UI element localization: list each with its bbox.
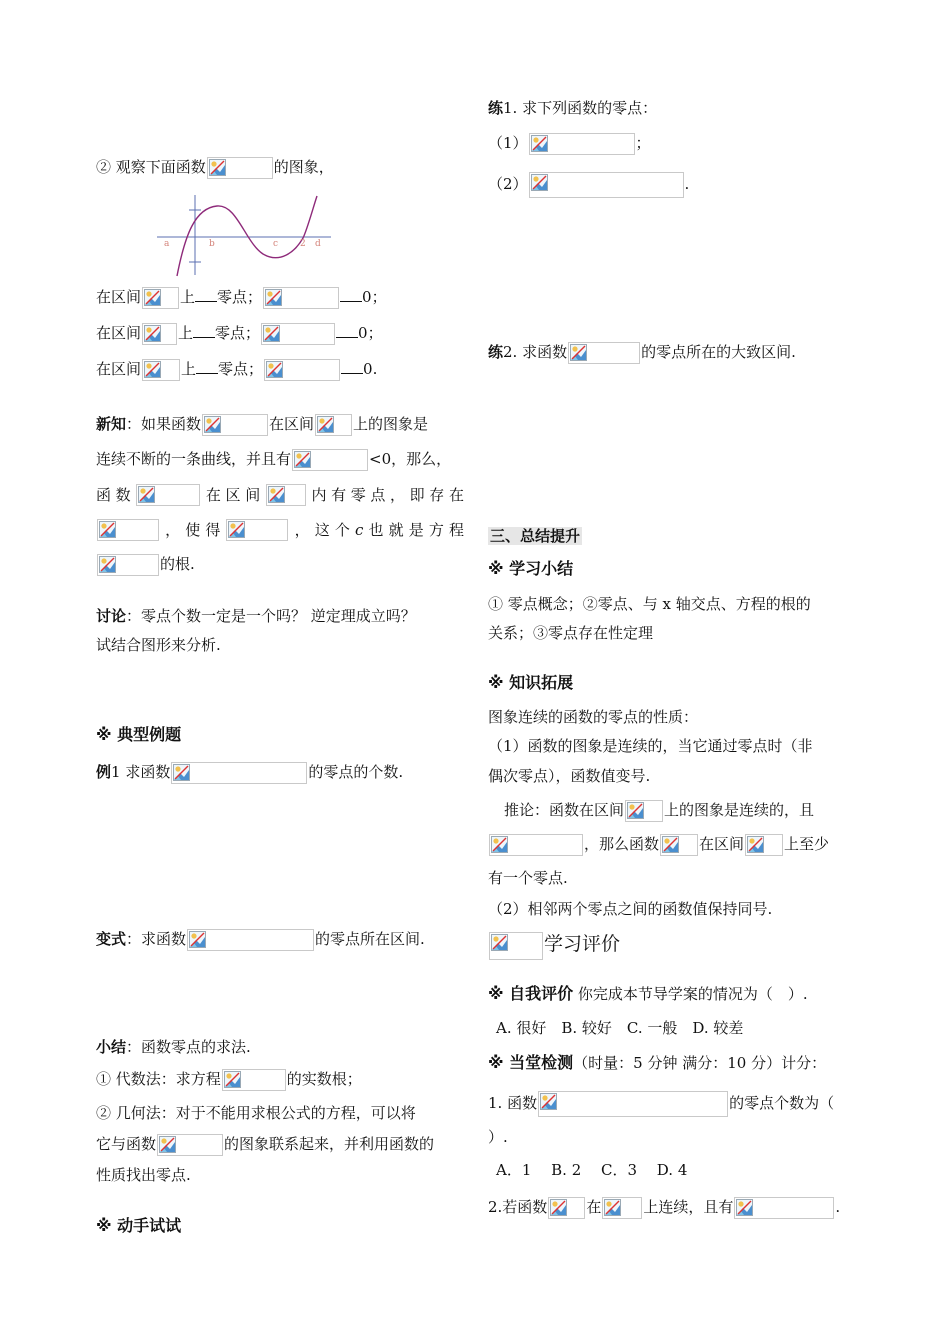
self-evaluation: ※ 自我评价 你完成本节导学案的情况为（ ）. [488, 984, 808, 1003]
broken-image-icon [142, 359, 180, 381]
broken-image-icon [263, 287, 339, 309]
examples-heading: ※ 典型例题 [96, 725, 182, 744]
broken-image-icon [529, 133, 635, 155]
study-summary-line-2: 关系；③零点存在性定理 [488, 624, 654, 642]
broken-image-icon [264, 359, 340, 381]
extension-line-2: （1）函数的图象是连续的，当它通过零点时（非 [488, 737, 813, 755]
extension-line-3: 偶次零点），函数值变号. [488, 767, 651, 785]
quiz-question-2: 2.若函数 在 上连续，且有 . [488, 1197, 840, 1219]
extension-line-7: （2）相邻两个零点之间的函数值保持同号. [488, 900, 773, 918]
study-summary-heading: ※ 学习小结 [488, 559, 574, 578]
broken-image-icon [222, 1069, 286, 1091]
extension-line-5: ，那么函数 在区间 上至少 [488, 834, 829, 856]
broken-image-icon [171, 762, 307, 784]
interval-row: 在区间 上 零点； 0； [96, 287, 387, 309]
xinzhi-line-3: 函 数 在 区 间 内 有 零 点 ， 即 存 在 [96, 486, 464, 504]
broken-image-icon [136, 484, 200, 506]
discuss-line-2: 试结合图形来分析. [96, 636, 221, 654]
study-summary-line-1: ① 零点概念；②零点、与 x 轴交点、方程的根的 [488, 595, 811, 613]
broken-image-icon [187, 929, 314, 951]
broken-image-icon [734, 1197, 834, 1219]
extension-line-6: 有一个零点. [488, 869, 568, 887]
broken-image-icon [292, 449, 368, 471]
broken-image-icon [538, 1091, 728, 1117]
summary-title: 小结：函数零点的求法. [96, 1038, 251, 1056]
broken-image-icon [157, 1134, 223, 1156]
graph-label-b: b [209, 239, 215, 249]
xinzhi-line-1: 新知：如果函数 在区间 上的图象是 [96, 414, 428, 436]
extension-heading: ※ 知识拓展 [488, 673, 574, 692]
quiz-question-1-close: ）. [488, 1128, 508, 1146]
broken-image-icon [548, 1197, 585, 1219]
broken-image-icon [207, 157, 273, 179]
example-1: 例1 求函数 的零点的个数. [96, 762, 403, 784]
observe-line: ② 观察下面函数 的图象， [96, 157, 334, 179]
function-curve [177, 196, 317, 276]
graph-label-c: c [273, 239, 279, 249]
cubic-function-graph [155, 190, 335, 280]
summary-geometric-3: 性质找出零点. [96, 1166, 191, 1184]
broken-image-icon [568, 342, 640, 364]
broken-image-icon [602, 1197, 642, 1219]
broken-image-icon [97, 554, 159, 576]
self-evaluation-options: A. 很好 B. 较好 C. 一般 D. 较差 [496, 1019, 744, 1037]
broken-image-icon [529, 172, 684, 198]
extension-line-1: 图象连续的函数的零点的性质： [488, 708, 699, 726]
broken-image-icon [489, 834, 583, 856]
broken-image-icon [97, 519, 159, 541]
summary-algebraic: ① 代数法：求方程 的实数根； [96, 1069, 362, 1091]
extension-line-4: 推论：函数在区间 上的图象是连续的，且 [504, 800, 814, 822]
interval-row: 在区间 上 零点； 0； [96, 323, 383, 345]
variant: 变式：求函数 的零点所在区间. [96, 929, 425, 951]
broken-image-icon [261, 323, 335, 345]
xinzhi-line-4: ， 使 得 ， 这 个 c 也 就 是 方 程 [96, 519, 464, 541]
quiz-question-1: 1. 函数 的零点个数为（ [488, 1091, 834, 1117]
summary-geometric-2: 它与函数 的图象联系起来，并利用函数的 [96, 1134, 434, 1156]
broken-image-icon [625, 800, 663, 822]
broken-image-icon [142, 287, 179, 309]
interval-row: 在区间 上 零点； 0. [96, 359, 377, 381]
quiz-question-1-options: A．1 B. 2 C．3 D. 4 [496, 1161, 688, 1179]
summary-geometric-1: ② 几何法：对于不能用求根公式的方程，可以将 [96, 1104, 416, 1122]
broken-image-icon [226, 519, 288, 541]
section-3-heading: 三、总结提升 [490, 527, 581, 545]
broken-image-icon [266, 484, 306, 506]
graph-label-2: 2 [300, 239, 306, 249]
quiz-heading-row: ※ 当堂检测（时量：5 分钟 满分：10 分）计分： [488, 1053, 827, 1072]
broken-image-icon [315, 414, 352, 436]
exercise-2: 练2. 求函数 的零点所在的大致区间. [488, 342, 796, 364]
broken-image-icon [489, 932, 543, 960]
discuss-line-1: 讨论：零点个数一定是一个吗？ 逆定理成立吗？ [96, 607, 416, 625]
broken-image-icon [745, 834, 783, 856]
graph-label-d: d [315, 239, 321, 249]
broken-image-icon [202, 414, 268, 436]
try-heading: ※ 动手试试 [96, 1216, 182, 1235]
broken-image-icon [660, 834, 698, 856]
exercise-1-item-1: （1） ； [488, 133, 651, 155]
exercise-1-title: 练1. 求下列函数的零点： [488, 99, 658, 117]
broken-image-icon [142, 323, 177, 345]
graph-label-a: a [164, 239, 170, 249]
xinzhi-line-5: 的根. [96, 554, 195, 576]
evaluation-title-row: 学习评价 [488, 932, 620, 960]
exercise-1-item-2: （2） . [488, 172, 689, 198]
xinzhi-line-2: 连续不断的一条曲线，并且有 <0，那么， [96, 449, 451, 471]
